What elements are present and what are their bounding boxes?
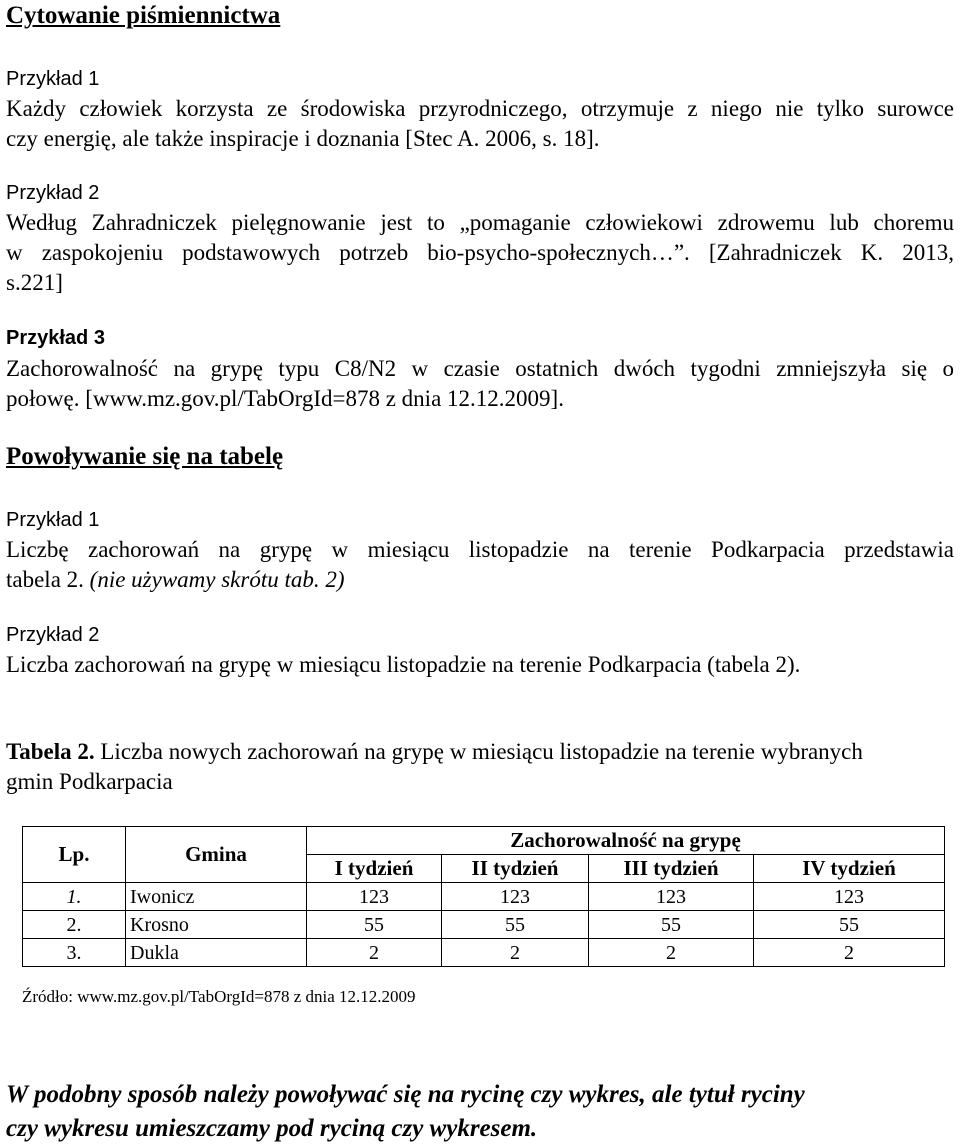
paragraph-line: w zaspokojeniu podstawowych potrzeb bio-psycho-społecznych…”. [Zahradniczek K. 2013, bbox=[6, 240, 954, 265]
header-week: II tydzień bbox=[442, 855, 589, 883]
paragraph-line: s.221] bbox=[6, 270, 63, 295]
paragraph-line: połowę. [www.mz.gov.pl/TabOrgId=878 z dnia 12.12.2009]. bbox=[6, 386, 564, 411]
cell-value: 55 bbox=[307, 911, 442, 939]
cell-value: 55 bbox=[442, 911, 589, 939]
cell-value: 123 bbox=[754, 883, 945, 911]
cell-lp: 3. bbox=[23, 939, 126, 967]
table-row bbox=[23, 939, 945, 967]
paragraph-line: Liczbę zachorowań na grypę w miesiącu listopadzie na terenie Podkarpacia przedstawia bbox=[6, 537, 954, 562]
example-label: Przykład 1 bbox=[6, 68, 100, 90]
cell-value: 2 bbox=[754, 939, 945, 967]
paragraph-line: Zachorowalność na grypę typu C8/N2 w czasie ostatnich dwóch tygodni zmniejszyła się o bbox=[6, 356, 954, 381]
table-caption-text: Liczba nowych zachorowań na grypę w miesiącu listopadzie na terenie wybranych bbox=[94, 739, 863, 764]
table-caption-line: gmin Podkarpacia bbox=[6, 769, 173, 794]
table-row bbox=[23, 911, 945, 939]
header-week: III tydzień bbox=[589, 855, 754, 883]
cell-lp: 2. bbox=[23, 911, 126, 939]
header-week: IV tydzień bbox=[754, 855, 945, 883]
example-label: Przykład 3 bbox=[6, 327, 105, 349]
cell-value: 2 bbox=[307, 939, 442, 967]
cell-gmina: Iwonicz bbox=[126, 883, 307, 911]
paragraph-text: tabela 2. bbox=[6, 567, 90, 592]
header-week: I tydzień bbox=[307, 855, 442, 883]
header-gmina: Gmina bbox=[126, 827, 307, 883]
cell-value: 123 bbox=[442, 883, 589, 911]
closing-note-line: W podobny sposób należy powoływać się na rycinę czy wykres, ale tytuł ryciny bbox=[6, 1081, 805, 1108]
paragraph-line: Każdy człowiek korzysta ze środowiska przyrodniczego, otrzymuje z niego nie tylko surowce bbox=[6, 96, 954, 121]
cell-value: 123 bbox=[307, 883, 442, 911]
example-label: Przykład 1 bbox=[6, 509, 100, 531]
table-header-row bbox=[23, 827, 945, 855]
cell-value: 55 bbox=[589, 911, 754, 939]
paragraph-line bbox=[6, 568, 345, 591]
closing-note-line: czy wykresu umieszczamy pod ryciną czy wykresem. bbox=[6, 1115, 538, 1142]
cell-value: 2 bbox=[442, 939, 589, 967]
cell-lp: 1. bbox=[23, 883, 126, 911]
paragraph-line: Liczba zachorowań na grypę w miesiącu listopadzie na terenie Podkarpacia (tabela 2). bbox=[6, 652, 801, 677]
cell-gmina: Dukla bbox=[126, 939, 307, 967]
paragraph-line: czy energię, ale także inspiracje i doznania [Stec A. 2006, s. 18]. bbox=[6, 126, 600, 151]
data-table bbox=[22, 826, 945, 967]
cell-value: 55 bbox=[754, 911, 945, 939]
section-title-citations: Cytowanie piśmiennictwa bbox=[6, 2, 281, 29]
paragraph-line: Według Zahradniczek pielęgnowanie jest to „pomaganie człowiekowi zdrowemu lub choremu bbox=[6, 210, 954, 235]
cell-gmina: Krosno bbox=[126, 911, 307, 939]
table-caption bbox=[6, 740, 956, 763]
italic-note: (nie używamy skrótu tab. 2) bbox=[89, 567, 345, 592]
cell-value: 2 bbox=[589, 939, 754, 967]
cell-value: 123 bbox=[589, 883, 754, 911]
table-source: Źródło: www.mz.gov.pl/TabOrgId=878 z dnia 12.12.2009 bbox=[22, 987, 416, 1006]
table-caption-label: Tabela 2. bbox=[6, 739, 95, 764]
header-group: Zachorowalność na grypę bbox=[307, 827, 945, 855]
example-label: Przykład 2 bbox=[6, 624, 100, 646]
header-lp: Lp. bbox=[23, 827, 126, 883]
section-title-table-reference: Powoływanie się na tabelę bbox=[6, 443, 284, 470]
table-row bbox=[23, 883, 945, 911]
example-label: Przykład 2 bbox=[6, 182, 100, 204]
